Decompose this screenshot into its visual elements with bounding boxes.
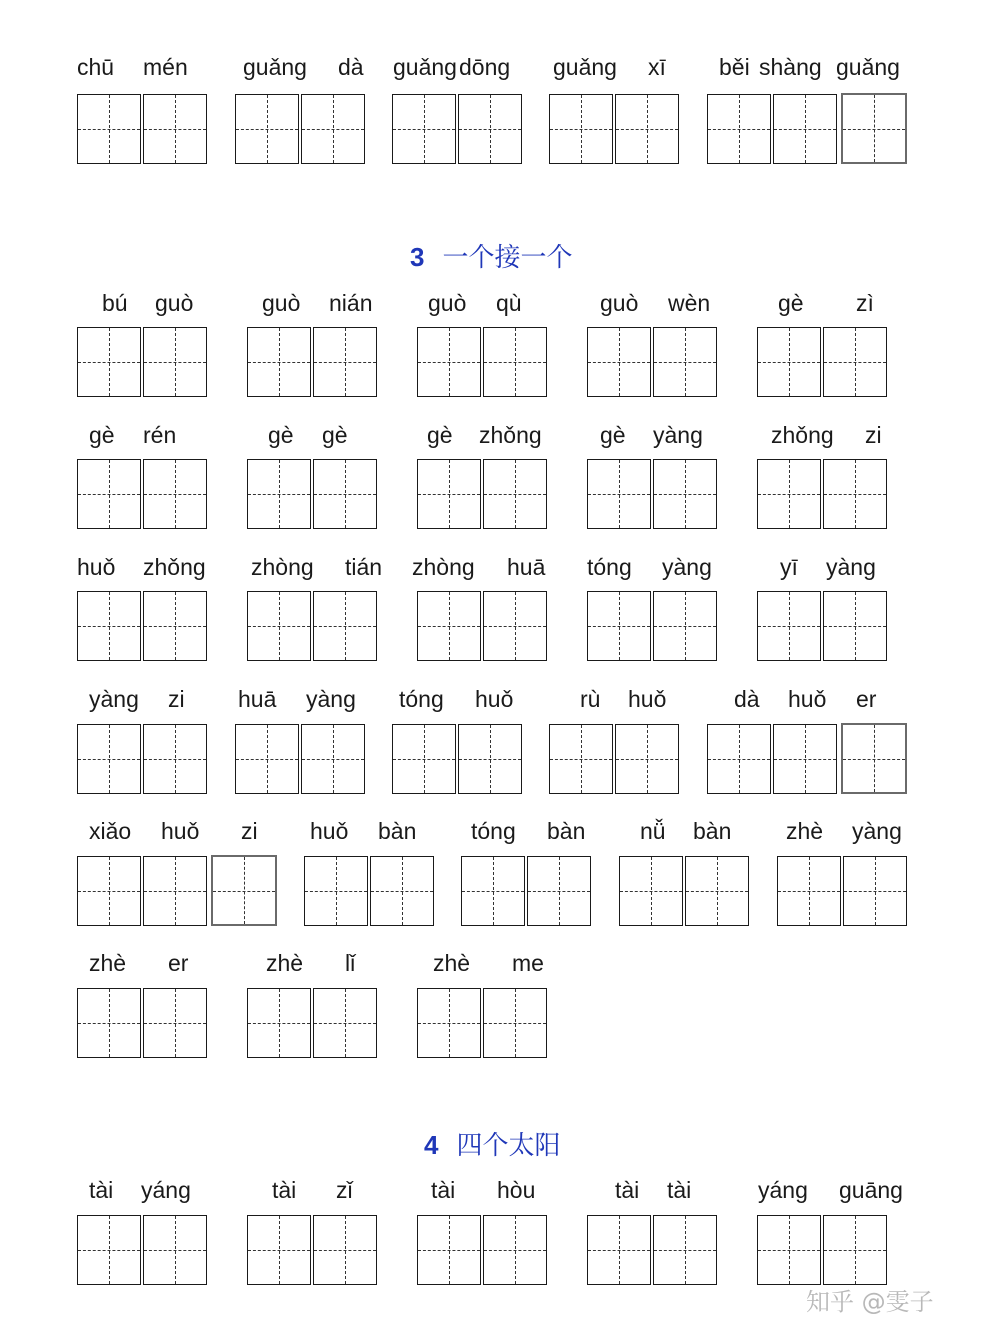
pinyin: tóng — [471, 818, 516, 844]
pinyin: zhè — [89, 950, 127, 976]
writing-box[interactable] — [653, 591, 717, 661]
writing-box[interactable] — [757, 327, 821, 397]
pinyin: yàng — [306, 686, 356, 712]
writing-box[interactable] — [417, 591, 481, 661]
writing-box[interactable] — [587, 327, 651, 397]
writing-box[interactable] — [653, 327, 717, 397]
pinyin: yī — [780, 554, 798, 580]
writing-box[interactable] — [235, 94, 299, 164]
pinyin: huǒ — [788, 686, 827, 712]
writing-box[interactable] — [823, 1215, 887, 1285]
pinyin: gè — [427, 422, 453, 448]
writing-box[interactable] — [757, 1215, 821, 1285]
writing-box[interactable] — [417, 459, 481, 529]
writing-box[interactable] — [757, 591, 821, 661]
writing-box[interactable] — [417, 327, 481, 397]
writing-box[interactable] — [313, 988, 377, 1058]
lesson-number: 4 — [424, 1130, 439, 1160]
pinyin: dōng — [459, 54, 511, 80]
writing-box[interactable] — [707, 724, 771, 794]
watermark: 知乎 @雯子 — [806, 1288, 934, 1316]
pinyin: yàng — [662, 554, 712, 580]
pinyin: zi — [241, 818, 258, 844]
writing-box[interactable] — [843, 856, 907, 926]
writing-box[interactable] — [77, 459, 141, 529]
writing-box[interactable] — [483, 591, 547, 661]
pinyin: huǒ — [77, 554, 116, 580]
writing-box[interactable] — [615, 724, 679, 794]
writing-box[interactable] — [143, 724, 207, 794]
writing-box[interactable] — [417, 1215, 481, 1285]
writing-box[interactable] — [619, 856, 683, 926]
writing-box[interactable] — [392, 94, 456, 164]
lesson-number: 3 — [410, 242, 425, 272]
writing-box[interactable] — [77, 94, 141, 164]
writing-box[interactable] — [313, 327, 377, 397]
writing-box[interactable] — [707, 94, 771, 164]
writing-box[interactable] — [685, 856, 749, 926]
writing-box[interactable] — [757, 459, 821, 529]
writing-box[interactable] — [247, 459, 311, 529]
pinyin: shàng — [759, 54, 822, 80]
pinyin: yáng — [758, 1177, 808, 1203]
writing-box[interactable] — [235, 724, 299, 794]
pinyin: zhòng — [251, 554, 314, 580]
writing-box[interactable] — [417, 988, 481, 1058]
pinyin: zhòng — [412, 554, 475, 580]
writing-box[interactable] — [77, 591, 141, 661]
writing-box[interactable] — [587, 1215, 651, 1285]
writing-box[interactable] — [77, 724, 141, 794]
writing-box[interactable] — [77, 988, 141, 1058]
pinyin: rù — [580, 686, 601, 712]
pinyin: zǐ — [336, 1177, 353, 1203]
pinyin: tián — [345, 554, 383, 580]
pinyin: guāng — [839, 1177, 903, 1203]
writing-box[interactable] — [483, 988, 547, 1058]
pinyin: tài — [615, 1177, 640, 1203]
pinyin: bàn — [547, 818, 586, 844]
pinyin: yàng — [653, 422, 703, 448]
lesson-3-title — [410, 237, 572, 274]
writing-box[interactable] — [77, 856, 141, 926]
writing-box[interactable] — [483, 327, 547, 397]
pinyin: tài — [431, 1177, 456, 1203]
pinyin: yàng — [89, 686, 139, 712]
writing-box[interactable] — [247, 988, 311, 1058]
writing-box[interactable] — [777, 856, 841, 926]
writing-box[interactable] — [527, 856, 591, 926]
pinyin: qù — [496, 290, 522, 316]
pinyin: bú — [102, 290, 128, 316]
pinyin: bàn — [693, 818, 732, 844]
lesson-name: 四个太阳 — [456, 1131, 561, 1161]
pinyin: tóng — [587, 554, 632, 580]
pinyin: zhǒng — [143, 554, 206, 580]
pinyin: chū — [77, 54, 115, 80]
pinyin: rén — [143, 422, 177, 448]
pinyin: lǐ — [345, 950, 356, 976]
pinyin: yàng — [826, 554, 876, 580]
pinyin: huǒ — [475, 686, 514, 712]
pinyin: huā — [238, 686, 277, 712]
writing-box[interactable] — [823, 591, 887, 661]
writing-box[interactable] — [143, 1215, 207, 1285]
pinyin: hòu — [497, 1177, 536, 1203]
writing-box[interactable] — [823, 459, 887, 529]
pinyin: xī — [648, 54, 666, 80]
writing-box[interactable] — [458, 94, 522, 164]
lesson-name: 一个接一个 — [442, 243, 573, 273]
pinyin: yáng — [141, 1177, 191, 1203]
writing-box[interactable] — [370, 856, 434, 926]
pinyin: tóng — [399, 686, 444, 712]
writing-box[interactable] — [301, 94, 365, 164]
lesson-4-title — [424, 1125, 560, 1162]
writing-box[interactable] — [77, 1215, 141, 1285]
writing-box[interactable] — [247, 1215, 311, 1285]
pinyin: běi — [719, 54, 750, 80]
pinyin: guò — [155, 290, 194, 316]
pinyin: zhè — [266, 950, 304, 976]
writing-box[interactable] — [143, 856, 207, 926]
pinyin: huǒ — [161, 818, 200, 844]
pinyin: tài — [272, 1177, 297, 1203]
pinyin: guǎng — [553, 54, 617, 80]
pinyin: guǎng — [243, 54, 307, 80]
writing-box[interactable] — [841, 93, 907, 164]
writing-box[interactable] — [143, 988, 207, 1058]
writing-box[interactable] — [143, 591, 207, 661]
pinyin: gè — [268, 422, 294, 448]
pinyin: zi — [865, 422, 882, 448]
pinyin: gè — [600, 422, 626, 448]
pinyin: mén — [143, 54, 188, 80]
writing-box[interactable] — [549, 724, 613, 794]
pinyin: zi — [168, 686, 185, 712]
pinyin: me — [512, 950, 544, 976]
pinyin: er — [856, 686, 877, 712]
writing-box[interactable] — [313, 1215, 377, 1285]
pinyin: guò — [600, 290, 639, 316]
pinyin: nián — [329, 290, 373, 316]
writing-box[interactable] — [313, 459, 377, 529]
writing-box[interactable] — [483, 1215, 547, 1285]
pinyin: guǎng — [836, 54, 900, 80]
writing-box[interactable] — [549, 94, 613, 164]
pinyin: er — [168, 950, 189, 976]
pinyin: huǒ — [628, 686, 667, 712]
writing-box[interactable] — [587, 591, 651, 661]
writing-box[interactable] — [458, 724, 522, 794]
writing-box[interactable] — [77, 327, 141, 397]
pinyin: guò — [262, 290, 301, 316]
pinyin: xiǎo — [89, 818, 132, 844]
pinyin: guò — [428, 290, 467, 316]
writing-box[interactable] — [143, 459, 207, 529]
pinyin: huǒ — [310, 818, 349, 844]
writing-box[interactable] — [143, 94, 207, 164]
pinyin: gè — [322, 422, 348, 448]
pinyin: zhǒng — [771, 422, 834, 448]
writing-box[interactable] — [143, 327, 207, 397]
writing-box[interactable] — [304, 856, 368, 926]
pinyin: huā — [507, 554, 546, 580]
writing-box[interactable] — [392, 724, 456, 794]
writing-box[interactable] — [301, 724, 365, 794]
pinyin: guǎng — [393, 54, 457, 80]
pinyin: zhè — [433, 950, 471, 976]
pinyin: nǚ — [640, 818, 666, 844]
pinyin: yàng — [852, 818, 902, 844]
writing-box[interactable] — [773, 94, 837, 164]
pinyin: zhǒng — [479, 422, 542, 448]
writing-box[interactable] — [461, 856, 525, 926]
pinyin: wèn — [668, 290, 711, 316]
writing-box[interactable] — [247, 327, 311, 397]
pinyin: tài — [89, 1177, 114, 1203]
writing-box[interactable] — [653, 1215, 717, 1285]
writing-box[interactable] — [653, 459, 717, 529]
writing-box[interactable] — [313, 591, 377, 661]
pinyin: gè — [778, 290, 804, 316]
writing-box[interactable] — [211, 855, 277, 926]
pinyin: bàn — [378, 818, 417, 844]
writing-box[interactable] — [823, 327, 887, 397]
writing-box[interactable] — [587, 459, 651, 529]
writing-box[interactable] — [247, 591, 311, 661]
pinyin: zì — [856, 290, 874, 316]
writing-box[interactable] — [615, 94, 679, 164]
writing-box[interactable] — [483, 459, 547, 529]
writing-box[interactable] — [841, 723, 907, 794]
pinyin: zhè — [786, 818, 824, 844]
pinyin: gè — [89, 422, 115, 448]
pinyin: dà — [734, 686, 760, 712]
pinyin: tài — [667, 1177, 692, 1203]
pinyin: dà — [338, 54, 364, 80]
writing-box[interactable] — [773, 724, 837, 794]
